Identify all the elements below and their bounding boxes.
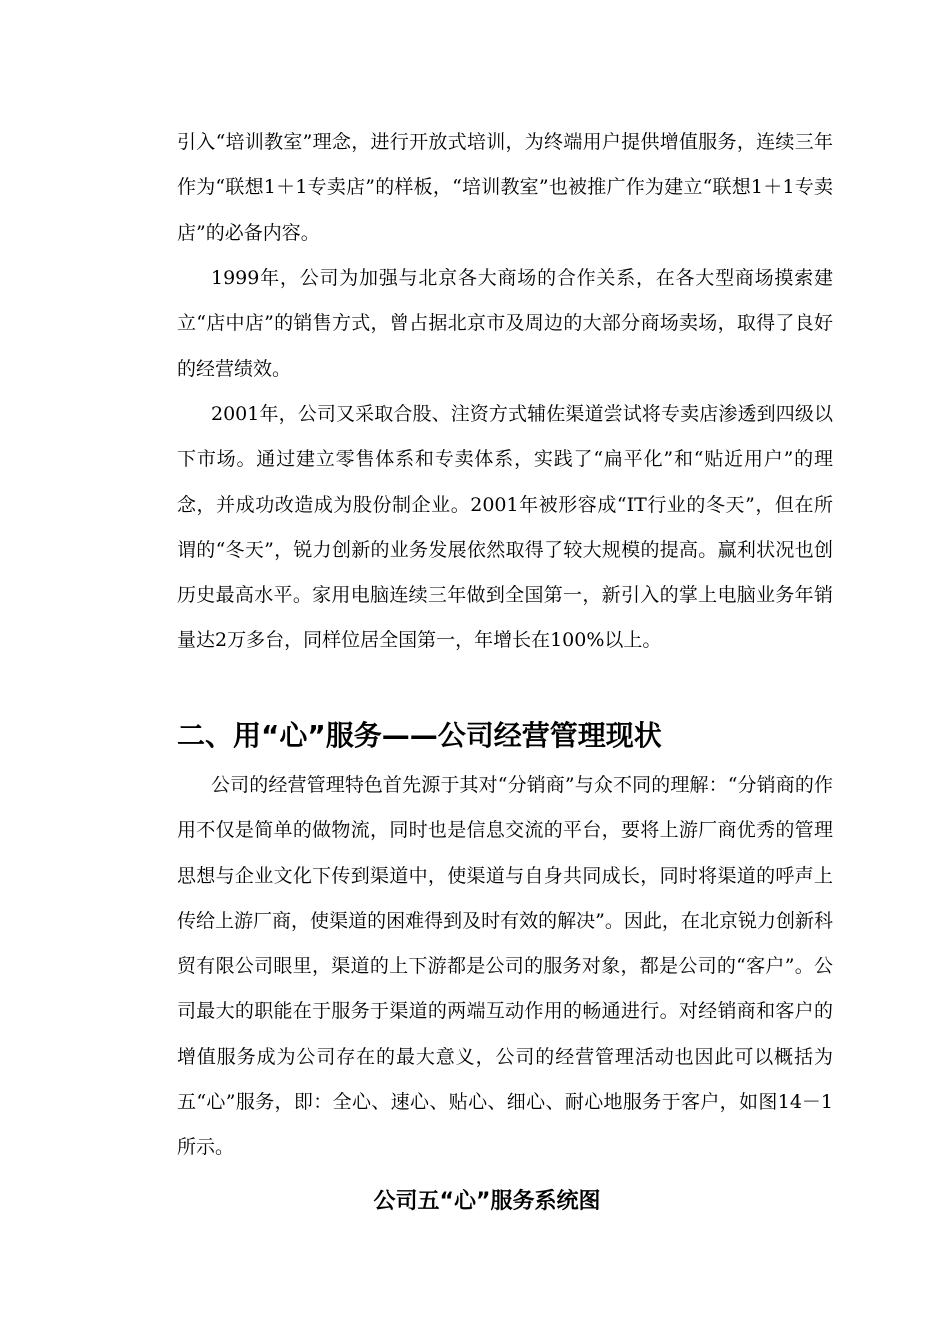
paragraph-management: 公司的经营管理特色首先源于其对“分销商”与众不同的理解：“分销商的作用不仅是简单的做物流，同时也是信息交流的平台，要将上游厂商优秀的管理思想与企业文化下传到渠道中，使渠道与自身共同成长，同时将渠道的呼声上传给上游厂商，使渠道的困难得到及时有效的解决”。因此，在北京锐力创新科贸有限公司眼里，渠道的上下游都是公司的服务对象，都是公司的“客户”。公司最大的职能在于服务于渠道的两端互动作用的畅通进行。对经销商和客户的增值服务成为公司存在的最大意义，公司的经营管理活动也因此可以概括为五“心”服务，即：全心、速心、贴心、细心、耐心地服务于客户，如图14－1所示。 bbox=[177, 774, 833, 1159]
paragraph-training-classroom: 引入“培训教室”理念，进行开放式培训，为终端用户提供增值服务，连续三年作为“联想1＋1专卖店”的样板，“培训教室”也被推广作为建立“联想1＋1专卖店”的必备内容。 bbox=[177, 131, 833, 244]
paragraph-2001: 2001年，公司又采取合股、注资方式辅佐渠道尝试将专卖店渗透到四级以下市场。通过建立零售体系和专卖体系，实践了“扁平化”和“贴近用户”的理念，并成功改造成为股份制企业。2001年被形容成“IT行业的冬天”，但在所谓的“冬天”，锐力创新的业务发展依然取得了较大规模的提高。赢利状况也创历史最高水平。家用电脑连续三年做到全国第一，新引入的掌上电脑业务年销量达2万多台，同样位居全国第一，年增长在100%以上。 bbox=[177, 403, 833, 652]
paragraph-1999: 1999年，公司为加强与北京各大商场的合作关系，在各大型商场摸索建立“店中店”的销售方式，曾占据北京市及周边的大部分商场卖场，取得了良好的经营绩效。 bbox=[177, 267, 833, 380]
figure-caption: 公司五“心”服务系统图 bbox=[373, 1189, 601, 1214]
section-heading: 二、用“心”服务——公司经营管理现状 bbox=[177, 719, 662, 752]
